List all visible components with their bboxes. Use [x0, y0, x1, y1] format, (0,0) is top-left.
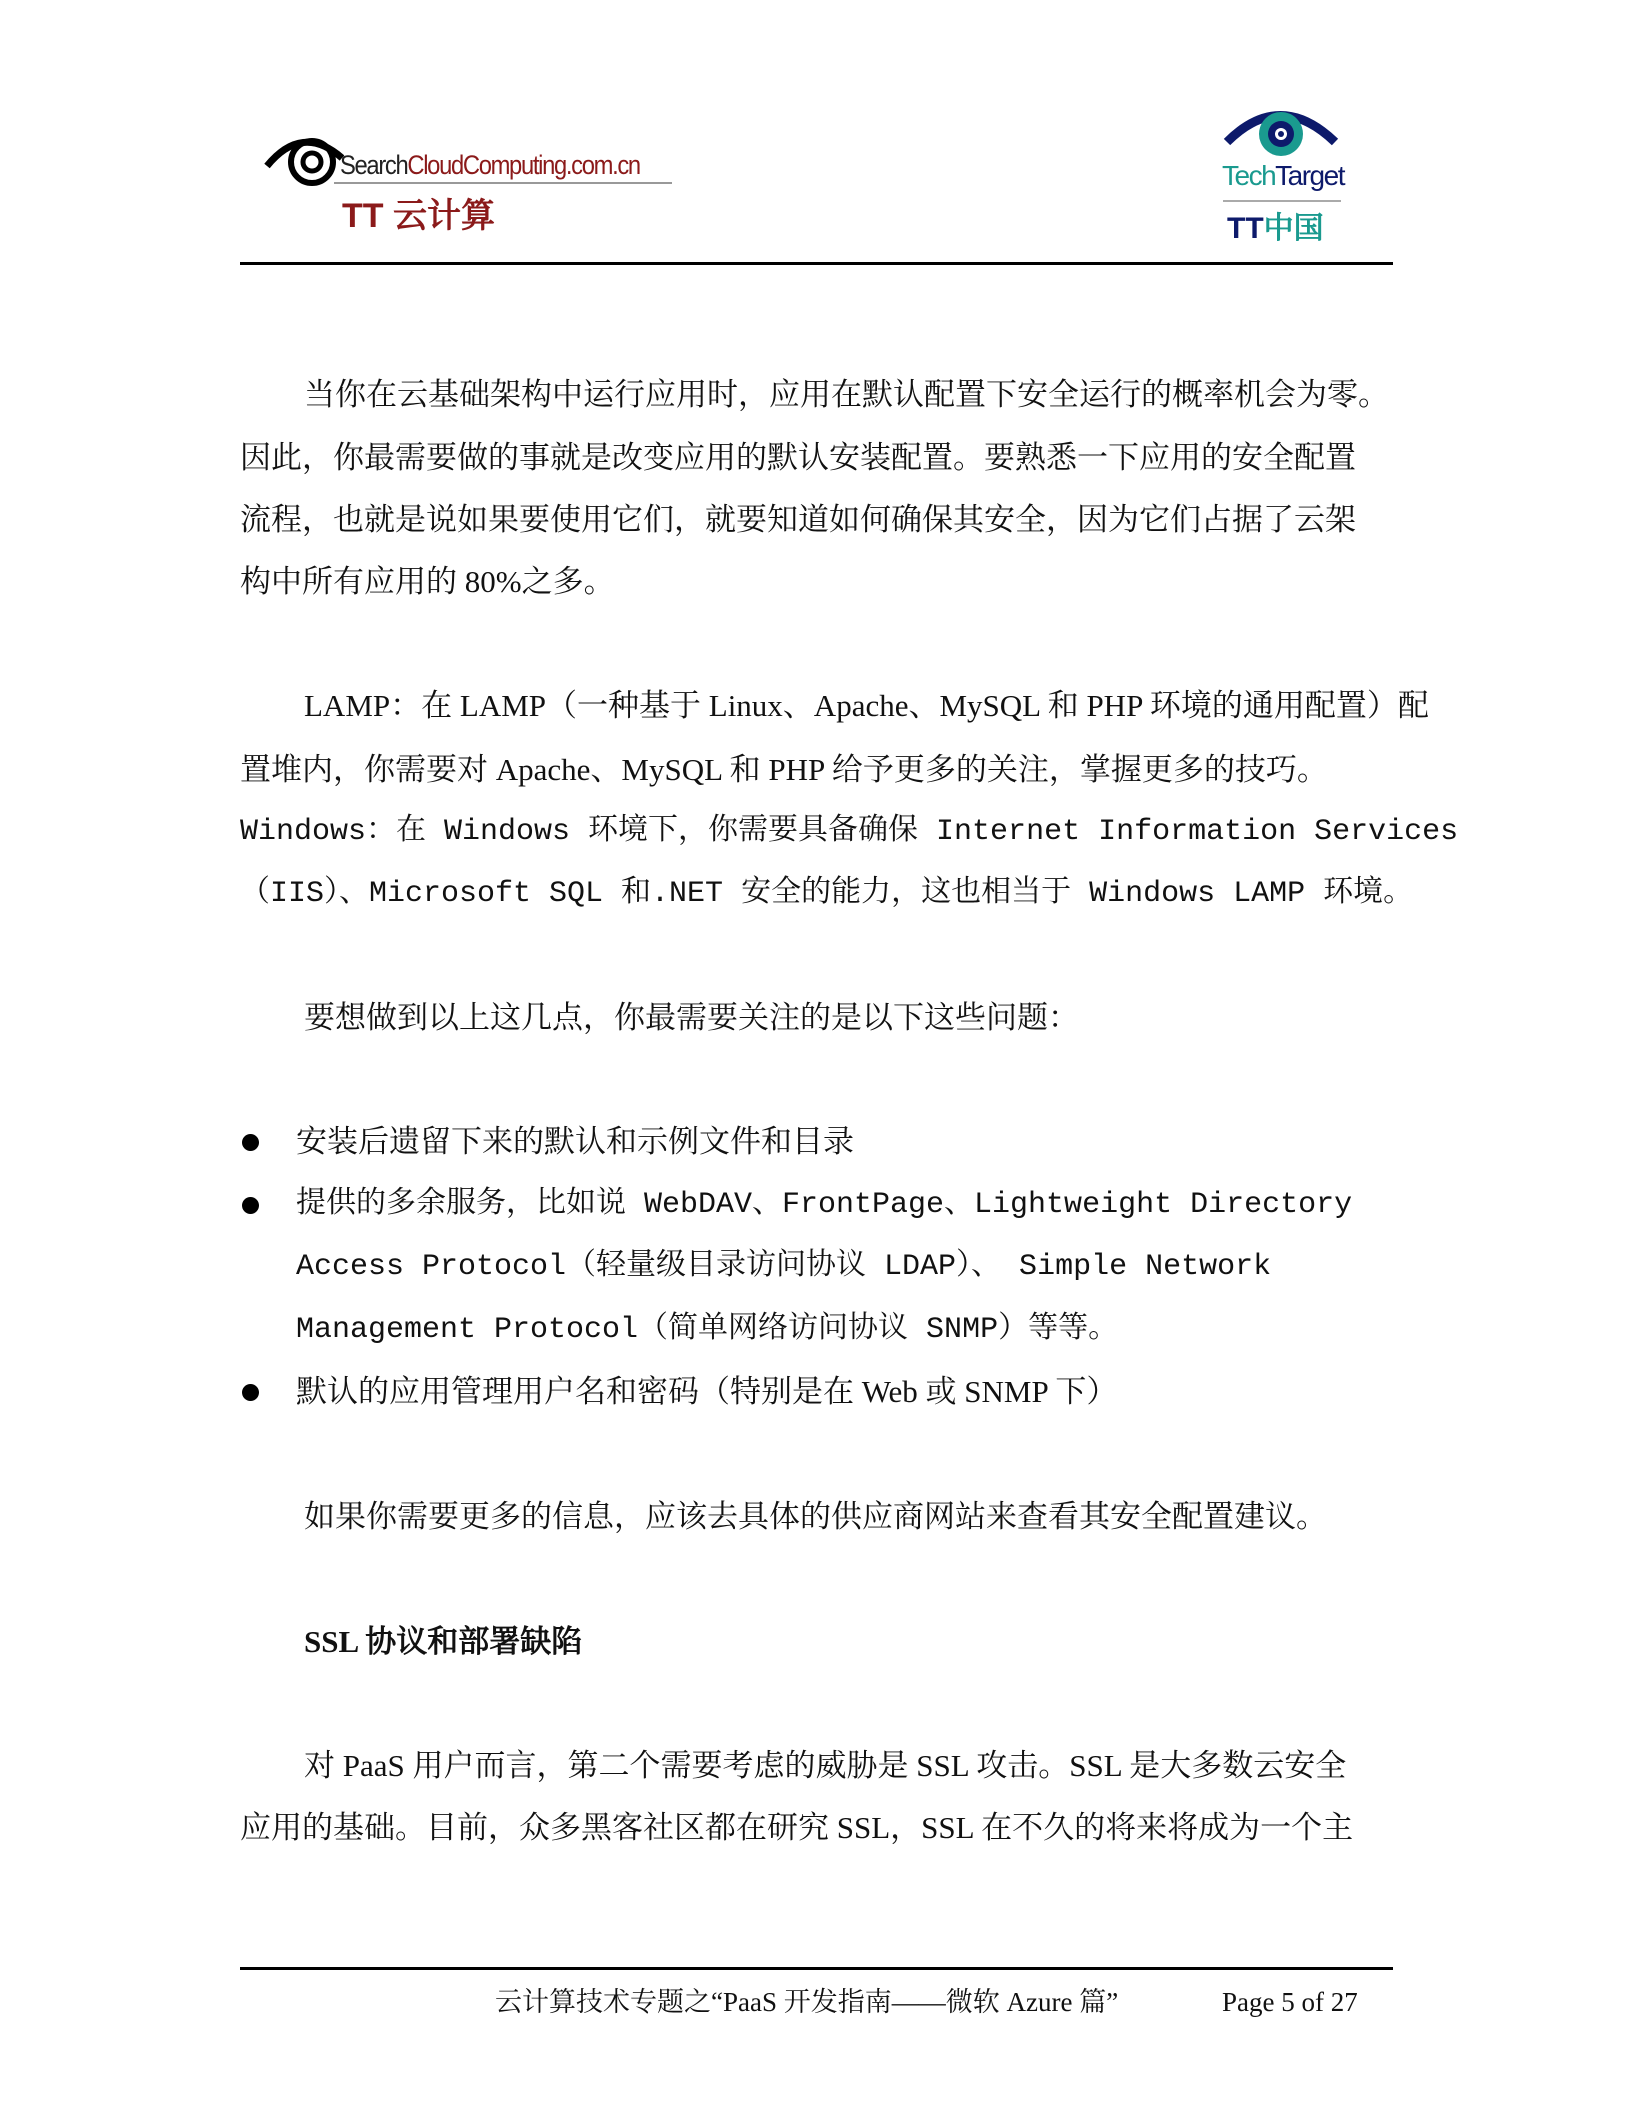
- list-item: 安装后遗留下来的默认和示例文件和目录: [296, 1124, 854, 1159]
- paragraph-line: 对 PaaS 用户而言，第二个需要考虑的威胁是 SSL 攻击。SSL 是大多数云安全: [304, 1748, 1347, 1783]
- paragraph-line: 流程，也就是说如果要使用它们，就要知道如何确保其安全，因为它们占据了云架: [240, 502, 1356, 537]
- brand-name: [1222, 160, 1344, 192]
- site-name-part: .com.cn: [565, 150, 640, 180]
- paragraph-line: 应用的基础。目前，众多黑客社区都在研究 SSL，SSL 在不久的将来将成为一个主: [240, 1810, 1354, 1845]
- header-rule: [240, 262, 1393, 265]
- paragraph-line: 构中所有应用的 80%之多。: [240, 564, 615, 599]
- bullet-icon: [242, 1134, 259, 1151]
- paragraph-line: Windows：在 Windows 环境下，你需要具备确保 Internet Information Services: [240, 815, 1459, 849]
- brand-subtitle: [1227, 203, 1324, 247]
- footer-title: 云计算技术专题之“PaaS 开发指南——微软 Azure 篇”: [495, 1987, 1119, 2017]
- bullet-icon: [242, 1384, 259, 1401]
- bullet-icon: [242, 1197, 259, 1214]
- logo-divider: [1223, 200, 1341, 202]
- paragraph-line: LAMP：在 LAMP（一种基于 Linux、Apache、MySQL 和 PHP 环境的通用配置）配: [304, 688, 1429, 723]
- paragraph-line: 因此，你最需要做的事就是改变应用的默认安装配置。要熟悉一下应用的安全配置: [240, 440, 1356, 475]
- list-item: 提供的多余服务，比如说 WebDAV、FrontPage、Lightweight Directory: [296, 1188, 1353, 1222]
- brand-part: Target: [1275, 160, 1344, 191]
- list-item-continued: Management Protocol（简单网络访问协议 SNMP）等等。: [296, 1313, 1119, 1347]
- section-heading: SSL 协议和部署缺陷: [304, 1624, 583, 1659]
- techtarget-logo: [1215, 104, 1345, 245]
- paragraph-line: （IIS）、Microsoft SQL 和.NET 安全的能力，这也相当于 Windows LAMP 环境。: [240, 877, 1414, 911]
- paragraph-line: 当你在云基础架构中运行应用时，应用在默认配置下安全运行的概率机会为零。: [304, 377, 1389, 412]
- paragraph-line: 置堆内，你需要对 Apache、MySQL 和 PHP 给予更多的关注，掌握更多的技巧。: [240, 752, 1328, 787]
- page-number: Page 5 of 27: [1222, 1987, 1358, 2017]
- searchcloudcomputing-logo: [262, 128, 682, 243]
- site-name-part: CloudComputing: [407, 150, 566, 180]
- site-name-part: Search: [340, 150, 408, 180]
- paragraph-line: 要想做到以上这几点，你最需要关注的是以下这些问题：: [304, 1000, 1079, 1035]
- list-item-continued: Access Protocol（轻量级目录访问协议 LDAP）、 Simple Network: [296, 1250, 1272, 1284]
- brand-part: Tech: [1222, 160, 1276, 191]
- site-name: [340, 150, 640, 181]
- paragraph-line: 如果你需要更多的信息，应该去具体的供应商网站来查看其安全配置建议。: [304, 1499, 1327, 1534]
- brand-subtitle-tt: TT: [1227, 212, 1264, 245]
- logo-subtitle: TT 云计算: [342, 197, 495, 235]
- brand-subtitle-cn: 中国: [1263, 212, 1324, 245]
- list-item: 默认的应用管理用户名和密码（特别是在 Web 或 SNMP 下）: [296, 1374, 1118, 1409]
- footer-rule: [240, 1967, 1393, 1970]
